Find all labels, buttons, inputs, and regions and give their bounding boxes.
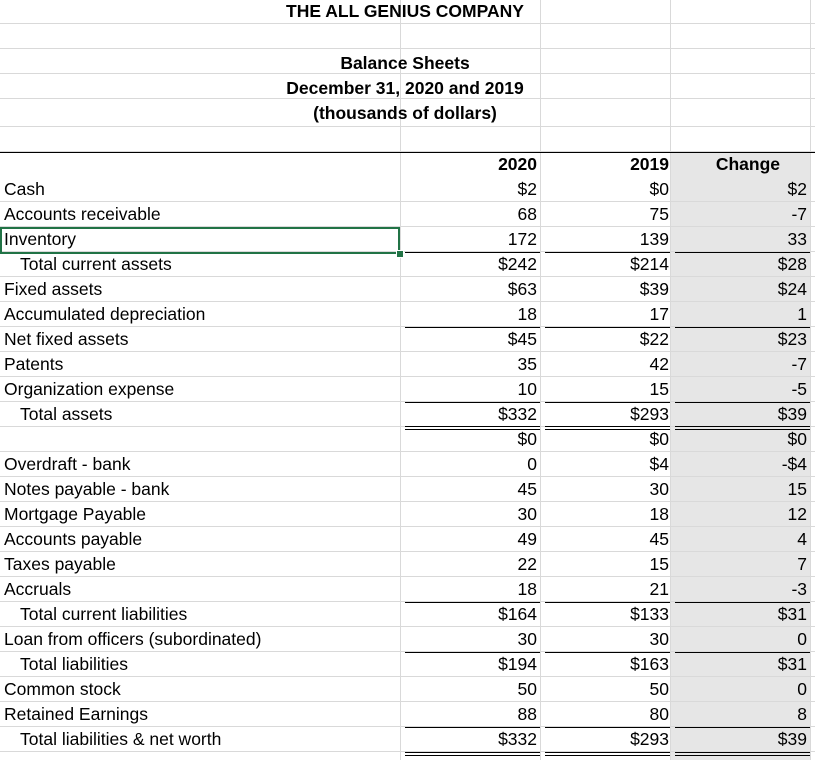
report-dates: December 31, 2020 and 2019 — [286, 78, 524, 98]
fill-handle[interactable] — [396, 250, 404, 258]
value-2019[interactable]: $214 — [630, 254, 669, 274]
row-label[interactable]: Inventory — [4, 229, 76, 249]
row-label[interactable]: Accumulated depreciation — [4, 304, 206, 324]
value-2020[interactable]: $2 — [517, 179, 537, 199]
value-2019[interactable]: $22 — [639, 329, 669, 349]
subtotal-underline — [545, 602, 670, 603]
grid-row — [0, 24, 815, 49]
value-2019[interactable]: 17 — [649, 304, 669, 324]
table-row — [0, 177, 815, 202]
column-header-2020[interactable]: 2020 — [498, 154, 537, 174]
value-2020[interactable]: 10 — [517, 379, 537, 399]
value-2020[interactable]: 50 — [517, 679, 537, 699]
value-change[interactable]: $39 — [777, 729, 807, 749]
value-2019[interactable]: $0 — [649, 429, 669, 449]
subtotal-underline — [675, 327, 810, 328]
subtotal-underline — [405, 327, 540, 328]
value-2019[interactable]: $4 — [649, 454, 669, 474]
value-2019[interactable]: $293 — [630, 404, 669, 424]
table-row — [0, 577, 815, 602]
row-label[interactable]: Accruals — [4, 579, 72, 599]
table-top-border — [0, 152, 815, 153]
row-label[interactable]: Organization expense — [4, 379, 175, 399]
value-2020[interactable]: 18 — [517, 304, 537, 324]
row-label[interactable]: Mortgage Payable — [4, 504, 147, 524]
value-2020[interactable]: $332 — [498, 729, 537, 749]
subtotal-underline — [405, 652, 540, 653]
value-change[interactable]: 1 — [797, 304, 807, 324]
column-header-change[interactable]: Change — [715, 154, 780, 174]
value-2019[interactable]: 80 — [649, 704, 669, 724]
value-change[interactable]: $23 — [777, 329, 807, 349]
total-double-underline — [675, 752, 810, 756]
value-change[interactable]: 33 — [787, 229, 807, 249]
table-row — [0, 277, 815, 302]
report-title: Balance Sheets — [340, 53, 470, 73]
table-row — [0, 402, 815, 427]
value-2019[interactable]: 15 — [649, 379, 669, 399]
subtotal-underline — [675, 652, 810, 653]
total-double-underline — [545, 426, 670, 430]
value-2020[interactable]: 35 — [517, 354, 537, 374]
subtotal-underline — [405, 602, 540, 603]
total-double-underline — [405, 426, 540, 430]
value-2019[interactable]: 139 — [639, 229, 669, 249]
column-header-2019[interactable]: 2019 — [630, 154, 669, 174]
table-row — [0, 677, 815, 702]
value-2020[interactable]: 49 — [517, 529, 537, 549]
subtotal-underline — [675, 727, 810, 728]
value-2020[interactable]: 45 — [517, 479, 537, 499]
value-2019[interactable]: 50 — [649, 679, 669, 699]
row-label[interactable]: Accounts receivable — [4, 204, 161, 224]
total-double-underline — [545, 752, 670, 756]
value-change[interactable]: 8 — [797, 704, 807, 724]
value-2020[interactable]: $332 — [498, 404, 537, 424]
value-2020[interactable]: $45 — [507, 329, 537, 349]
subtotal-underline — [675, 402, 810, 403]
value-change[interactable]: 4 — [797, 529, 807, 549]
row-label[interactable]: Total liabilities & net worth — [20, 729, 222, 749]
value-change[interactable]: -$4 — [781, 454, 807, 474]
subtotal-underline — [675, 252, 810, 253]
value-2020[interactable]: $242 — [498, 254, 537, 274]
table-row — [0, 427, 815, 452]
report-units: (thousands of dollars) — [313, 103, 497, 123]
subtotal-underline — [405, 727, 540, 728]
value-2020[interactable]: $194 — [498, 654, 537, 674]
value-change[interactable]: $39 — [777, 404, 807, 424]
row-label[interactable]: Total liabilities — [20, 654, 128, 674]
value-change[interactable]: 0 — [797, 629, 807, 649]
value-2020[interactable]: 68 — [517, 204, 537, 224]
value-2019[interactable]: 15 — [649, 554, 669, 574]
subtotal-underline — [545, 652, 670, 653]
value-change[interactable]: 12 — [787, 504, 807, 524]
row-label[interactable]: Fixed assets — [4, 279, 103, 299]
value-2019[interactable]: 18 — [649, 504, 669, 524]
value-2020[interactable]: 18 — [517, 579, 537, 599]
table-row — [0, 552, 815, 577]
value-change[interactable]: -7 — [791, 354, 807, 374]
value-change[interactable]: $0 — [787, 429, 807, 449]
grid-row — [0, 127, 815, 152]
row-label[interactable]: Total current assets — [20, 254, 172, 274]
value-change[interactable]: $24 — [777, 279, 807, 299]
value-2020[interactable]: 30 — [517, 629, 537, 649]
value-2019[interactable]: 75 — [649, 204, 669, 224]
row-label[interactable]: Loan from officers (subordinated) — [4, 629, 262, 649]
value-change[interactable]: $31 — [777, 604, 807, 624]
row-label[interactable]: Accounts payable — [4, 529, 143, 549]
value-2019[interactable]: $293 — [630, 729, 669, 749]
value-2019[interactable]: 21 — [649, 579, 669, 599]
subtotal-underline — [405, 402, 540, 403]
value-change[interactable]: 15 — [787, 479, 807, 499]
value-change[interactable]: -5 — [791, 379, 807, 399]
value-change[interactable]: $2 — [787, 179, 807, 199]
total-double-underline — [675, 426, 810, 430]
subtotal-underline — [545, 727, 670, 728]
value-2020[interactable]: $164 — [498, 604, 537, 624]
subtotal-underline — [675, 602, 810, 603]
value-2019[interactable]: 30 — [649, 629, 669, 649]
row-label[interactable]: Overdraft - bank — [4, 454, 131, 474]
value-2019[interactable]: 45 — [649, 529, 669, 549]
row-label[interactable]: Patents — [4, 354, 64, 374]
value-change[interactable]: 0 — [797, 679, 807, 699]
value-2019[interactable]: 42 — [649, 354, 669, 374]
value-2019[interactable]: $163 — [630, 654, 669, 674]
value-change[interactable]: -7 — [791, 204, 807, 224]
total-double-underline — [405, 752, 540, 756]
value-change[interactable]: 7 — [797, 554, 807, 574]
row-label[interactable]: Retained Earnings — [4, 704, 148, 724]
row-label[interactable]: Common stock — [4, 679, 121, 699]
subtotal-underline — [545, 402, 670, 403]
row-label[interactable]: Taxes payable — [4, 554, 116, 574]
row-label[interactable]: Total assets — [20, 404, 113, 424]
row-label[interactable]: Total current liabilities — [20, 604, 188, 624]
value-change[interactable]: $28 — [777, 254, 807, 274]
table-row — [0, 352, 815, 377]
value-change[interactable]: $31 — [777, 654, 807, 674]
value-2020[interactable]: 22 — [517, 554, 537, 574]
value-2020[interactable]: $63 — [507, 279, 537, 299]
row-label[interactable]: Cash — [4, 179, 45, 199]
subtotal-underline — [405, 252, 540, 253]
value-2020[interactable]: 0 — [527, 454, 537, 474]
value-2019[interactable]: $133 — [630, 604, 669, 624]
value-2019[interactable]: 30 — [649, 479, 669, 499]
selected-cell[interactable] — [0, 227, 400, 254]
value-change[interactable]: -3 — [791, 579, 807, 599]
value-2020[interactable]: $0 — [517, 429, 537, 449]
company-name: THE ALL GENIUS COMPANY — [286, 1, 524, 21]
row-label[interactable]: Notes payable - bank — [4, 479, 170, 499]
subtotal-underline — [545, 327, 670, 328]
value-2020[interactable]: 30 — [517, 504, 537, 524]
value-2020[interactable]: 88 — [517, 704, 537, 724]
subtotal-underline — [545, 252, 670, 253]
value-2019[interactable]: $39 — [639, 279, 669, 299]
value-2020[interactable]: 172 — [507, 229, 537, 249]
value-2019[interactable]: $0 — [649, 179, 669, 199]
row-label[interactable]: Net fixed assets — [4, 329, 129, 349]
